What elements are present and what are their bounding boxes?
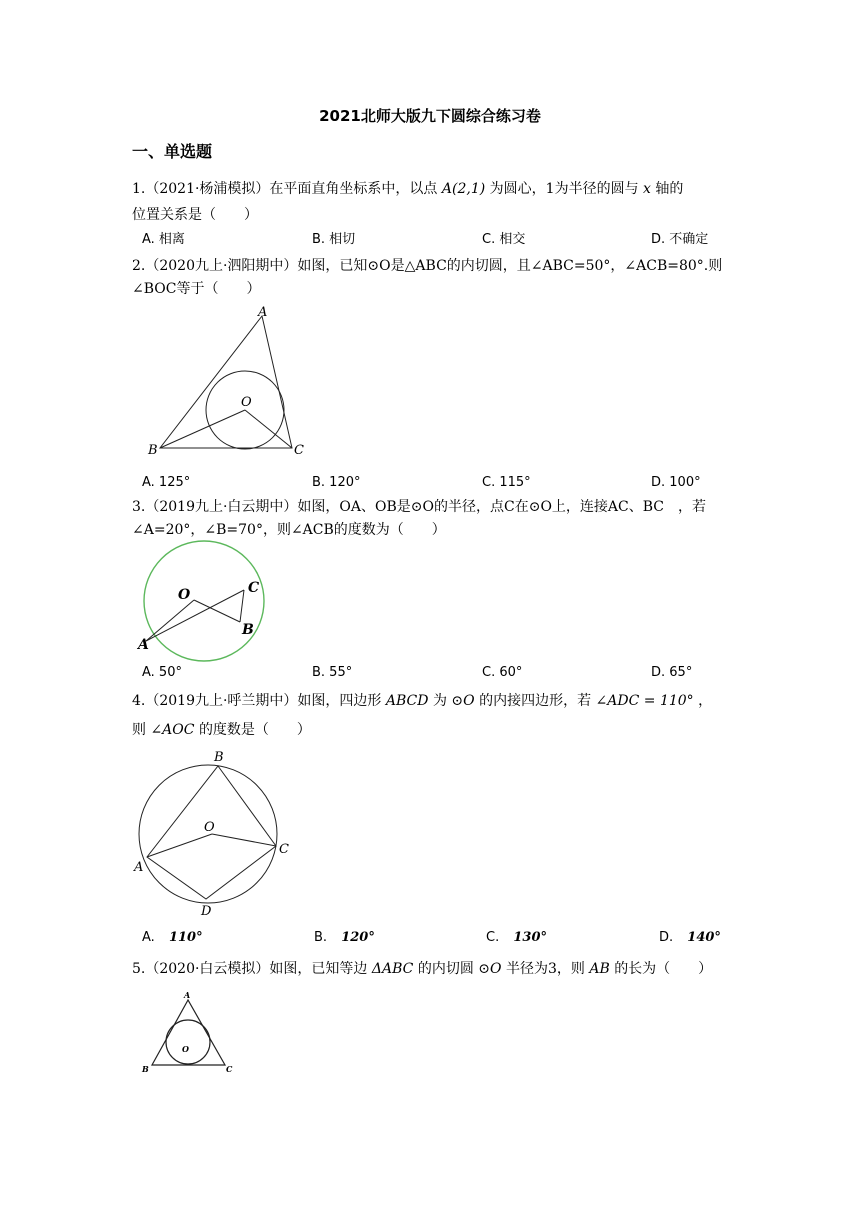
q2-label-a: A bbox=[258, 305, 268, 320]
q4-option-b-letter: B. bbox=[314, 930, 328, 945]
q3-segment-ac bbox=[146, 590, 244, 641]
q4-math-angle: ∠ADC = 110° bbox=[595, 693, 694, 709]
question-2-line-1: 2.（2020九上·泗阳期中）如图，已知⊙O是△ABC的内切圆，且∠ABC=50°，∠ACB=80°.则 bbox=[132, 258, 723, 274]
question-3-line-2: ∠A=20°，∠B=70°，则∠ACB的度数为（ ） bbox=[132, 522, 446, 538]
q3-figure bbox=[136, 545, 276, 655]
question-1-line-1 bbox=[132, 179, 683, 199]
q3-label-c: C bbox=[248, 580, 260, 596]
section-heading: 一、单选题 bbox=[132, 142, 213, 161]
q3-option-d[interactable]: D. 65° bbox=[651, 665, 693, 680]
q5-label-a: A bbox=[184, 990, 191, 1000]
q5-label-c: C bbox=[226, 1064, 233, 1074]
q1-text-b: 为圆心，1为半径的圆与 bbox=[489, 181, 639, 197]
q1-text-c: 轴的 bbox=[655, 181, 684, 197]
q3-segment-bc bbox=[240, 590, 244, 622]
question-4-line-1 bbox=[132, 691, 712, 711]
q1-option-a[interactable]: A. 相离 bbox=[142, 232, 185, 247]
q2-label-b: B bbox=[148, 443, 158, 458]
q4-option-a-value: 110° bbox=[168, 930, 203, 945]
q2-option-a[interactable]: A. 125° bbox=[142, 475, 191, 490]
q4-option-b-value: 120° bbox=[341, 930, 375, 945]
q4-math-abcd: ABCD bbox=[385, 693, 429, 709]
q5-math-tri: ΔABC bbox=[371, 961, 414, 977]
page-title: 2021北师大版九下圆综合练习卷 bbox=[319, 107, 541, 125]
q5-figure bbox=[138, 990, 248, 1085]
q5-label-b: B bbox=[142, 1064, 149, 1074]
q4-label-c: C bbox=[279, 842, 289, 857]
q4-text-d: ， bbox=[698, 693, 713, 709]
question-3-line-1: 3.（2019九上·白云期中）如图，OA、OB是⊙O的半径，点C在⊙O上，连接AC、BC ，若 bbox=[132, 499, 706, 515]
q4-figure bbox=[130, 745, 300, 920]
q3-segment-ob bbox=[194, 600, 240, 622]
q4-option-d-value: 140° bbox=[687, 930, 721, 945]
q4-segment-oa bbox=[147, 834, 212, 857]
q2-option-d[interactable]: D. 100° bbox=[651, 475, 701, 490]
q5-triangle bbox=[152, 1000, 225, 1065]
q5-label-o: O bbox=[182, 1044, 189, 1054]
q3-label-o: O bbox=[178, 587, 191, 603]
q4-label-d: D bbox=[201, 904, 212, 919]
q4-text-f: 的度数是（ ） bbox=[198, 722, 311, 738]
q4-text-e: 则 bbox=[132, 722, 146, 738]
q4-option-c-letter: C. bbox=[486, 930, 500, 945]
q1-text-a: 1.（2021·杨浦模拟）在平面直角坐标系中，以点 bbox=[132, 181, 438, 197]
q3-segment-oa bbox=[146, 600, 194, 641]
q2-figure bbox=[140, 302, 320, 462]
q4-option-c[interactable] bbox=[486, 929, 547, 947]
q1-option-b[interactable]: B. 相切 bbox=[312, 232, 356, 247]
q1-math-point: A(2,1) bbox=[441, 181, 486, 197]
q4-text-b: 为 bbox=[432, 693, 447, 709]
q3-option-a[interactable]: A. 50° bbox=[142, 665, 182, 680]
q4-label-a: A bbox=[134, 860, 144, 875]
q4-option-c-value: 130° bbox=[513, 930, 547, 945]
q5-incircle bbox=[166, 1020, 210, 1064]
q2-label-c: C bbox=[294, 443, 304, 458]
q4-text-a: 4.（2019九上·呼兰期中）如图，四边形 bbox=[132, 693, 382, 709]
q4-text-c: 的内接四边形，若 bbox=[479, 693, 592, 709]
question-2-line-2: ∠BOC等于（ ） bbox=[132, 281, 261, 297]
q4-option-b[interactable] bbox=[314, 929, 375, 947]
q2-option-b[interactable]: B. 120° bbox=[312, 475, 361, 490]
q5-text-c: 半径为3，则 bbox=[505, 961, 585, 977]
q5-math-ab: AB bbox=[589, 961, 610, 977]
q4-label-b: B bbox=[214, 750, 224, 765]
q4-option-a-letter: A. bbox=[142, 930, 155, 945]
q3-option-b[interactable]: B. 55° bbox=[312, 665, 353, 680]
question-4-line-2 bbox=[132, 720, 311, 740]
q2-option-c[interactable]: C. 115° bbox=[482, 475, 531, 490]
q3-label-b: B bbox=[242, 622, 254, 638]
q1-option-d[interactable]: D. 不确定 bbox=[651, 232, 709, 247]
q5-text-a: 5.（2020·白云模拟）如图，已知等边 bbox=[132, 961, 368, 977]
q3-label-a: A bbox=[138, 637, 149, 653]
q4-option-d[interactable] bbox=[659, 929, 721, 947]
q5-math-circle: ⊙O bbox=[478, 961, 502, 977]
q5-text-d: 的长为（ ） bbox=[614, 961, 713, 977]
q4-option-a[interactable] bbox=[142, 929, 203, 947]
q3-option-c[interactable]: C. 60° bbox=[482, 665, 523, 680]
q4-math-circle: ⊙O bbox=[451, 693, 475, 709]
q4-math-aoc: ∠AOC bbox=[150, 722, 195, 738]
q4-segment-oc bbox=[212, 834, 276, 846]
q4-label-o: O bbox=[204, 820, 215, 835]
q1-option-c[interactable]: C. 相交 bbox=[482, 232, 526, 247]
q1-math-x: x bbox=[643, 181, 651, 197]
q4-option-d-letter: D. bbox=[659, 930, 674, 945]
q3-circle bbox=[144, 541, 264, 661]
question-1-line-2: 位置关系是（ ） bbox=[132, 207, 258, 223]
q2-segment-ob bbox=[160, 410, 245, 448]
q2-label-o: O bbox=[241, 395, 252, 410]
q5-text-b: 的内切圆 bbox=[417, 961, 474, 977]
question-5-line-1 bbox=[132, 959, 712, 979]
